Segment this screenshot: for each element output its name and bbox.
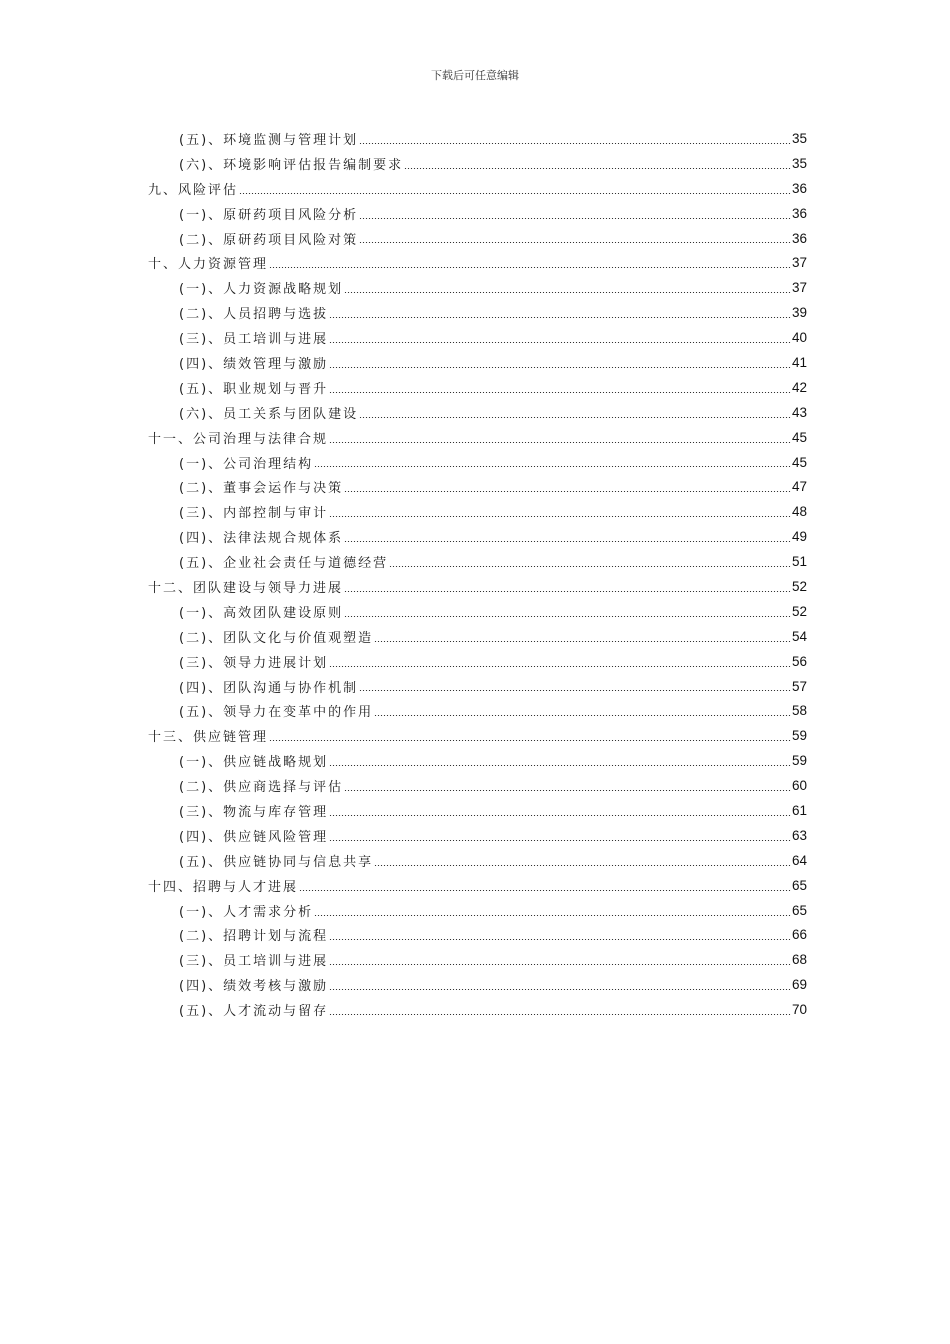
toc-entry-page-number: 51 bbox=[791, 554, 807, 570]
toc-entry-title: 十四、招聘与人才进展 bbox=[148, 876, 298, 895]
toc-entry-page-number: 69 bbox=[791, 977, 807, 993]
toc-entry-title: 十、人力资源管理 bbox=[148, 253, 268, 272]
toc-section-entry[interactable] bbox=[148, 773, 807, 798]
dot-leader bbox=[239, 193, 791, 194]
page-header: 下载后可任意编辑 bbox=[431, 69, 519, 82]
toc-section-entry[interactable] bbox=[148, 350, 807, 375]
toc-entry-title: (五)、供应链协同与信息共享 bbox=[179, 851, 373, 870]
toc-entry-title: (一)、人力资源战略规划 bbox=[179, 278, 343, 297]
toc-entry-page-number: 36 bbox=[791, 205, 807, 221]
toc-entry-page-number: 36 bbox=[791, 180, 807, 196]
toc-entry-page-number: 42 bbox=[791, 379, 807, 395]
toc-entry-page-number: 40 bbox=[791, 330, 807, 346]
toc-section-entry[interactable] bbox=[148, 997, 807, 1022]
dot-leader bbox=[329, 442, 791, 443]
toc-entry-page-number: 36 bbox=[791, 230, 807, 246]
toc-section-entry[interactable] bbox=[148, 325, 807, 350]
toc-entry-title: 十一、公司治理与法律合规 bbox=[148, 428, 328, 447]
toc-entry-title: (五)、人才流动与留存 bbox=[179, 1000, 328, 1019]
dot-leader bbox=[329, 666, 791, 667]
toc-entry-title: 九、风险评估 bbox=[148, 179, 238, 198]
dot-leader bbox=[314, 466, 791, 467]
dot-leader bbox=[329, 317, 791, 318]
toc-chapter-entry[interactable] bbox=[148, 425, 807, 450]
dot-leader bbox=[329, 765, 791, 766]
toc-section-entry[interactable] bbox=[148, 649, 807, 674]
toc-chapter-entry[interactable] bbox=[148, 574, 807, 599]
toc-section-entry[interactable] bbox=[148, 524, 807, 549]
toc-section-entry[interactable] bbox=[148, 624, 807, 649]
toc-chapter-entry[interactable] bbox=[148, 873, 807, 898]
toc-section-entry[interactable] bbox=[148, 923, 807, 948]
dot-leader bbox=[404, 168, 791, 169]
toc-section-entry[interactable] bbox=[148, 300, 807, 325]
toc-entry-title: (四)、团队沟通与协作机制 bbox=[179, 677, 358, 696]
toc-entry-title: (四)、法律法规合规体系 bbox=[179, 527, 343, 546]
toc-entry-title: (五)、环境监测与管理计划 bbox=[179, 129, 358, 148]
dot-leader bbox=[329, 516, 791, 517]
toc-entry-title: (三)、内部控制与审计 bbox=[179, 502, 328, 521]
toc-section-entry[interactable] bbox=[148, 599, 807, 624]
toc-entry-title: (一)、原研药项目风险分析 bbox=[179, 204, 358, 223]
dot-leader bbox=[269, 267, 791, 268]
toc-entry-page-number: 64 bbox=[791, 852, 807, 868]
toc-entry-title: (三)、员工培训与进展 bbox=[179, 328, 328, 347]
dot-leader bbox=[359, 417, 791, 418]
toc-entry-page-number: 56 bbox=[791, 653, 807, 669]
toc-entry-page-number: 65 bbox=[791, 902, 807, 918]
dot-leader bbox=[329, 815, 791, 816]
toc-section-entry[interactable] bbox=[148, 226, 807, 251]
toc-entry-title: (一)、高效团队建设原则 bbox=[179, 602, 343, 621]
dot-leader bbox=[329, 342, 791, 343]
toc-section-entry[interactable] bbox=[148, 748, 807, 773]
toc-entry-page-number: 45 bbox=[791, 429, 807, 445]
toc-entry-page-number: 45 bbox=[791, 454, 807, 470]
toc-section-entry[interactable] bbox=[148, 972, 807, 997]
toc-chapter-entry[interactable] bbox=[148, 176, 807, 201]
dot-leader bbox=[344, 616, 791, 617]
toc-section-entry[interactable] bbox=[148, 375, 807, 400]
toc-section-entry[interactable] bbox=[148, 898, 807, 923]
toc-entry-page-number: 47 bbox=[791, 479, 807, 495]
toc-entry-title: (五)、企业社会责任与道德经营 bbox=[179, 552, 388, 571]
toc-section-entry[interactable] bbox=[148, 698, 807, 723]
toc-entry-title: (四)、供应链风险管理 bbox=[179, 826, 328, 845]
dot-leader bbox=[344, 541, 791, 542]
toc-entry-title: (六)、环境影响评估报告编制要求 bbox=[179, 154, 403, 173]
toc-entry-title: 十三、供应链管理 bbox=[148, 726, 268, 745]
toc-entry-page-number: 70 bbox=[791, 1002, 807, 1018]
toc-entry-title: (一)、人才需求分析 bbox=[179, 901, 313, 920]
toc-section-entry[interactable] bbox=[148, 674, 807, 699]
toc-entry-page-number: 39 bbox=[791, 305, 807, 321]
toc-entry-page-number: 52 bbox=[791, 578, 807, 594]
toc-entry-title: (三)、领导力进展计划 bbox=[179, 652, 328, 671]
toc-entry-page-number: 61 bbox=[791, 802, 807, 818]
dot-leader bbox=[359, 143, 791, 144]
dot-leader bbox=[344, 292, 791, 293]
toc-section-entry[interactable] bbox=[148, 823, 807, 848]
toc-entry-page-number: 37 bbox=[791, 280, 807, 296]
dot-leader bbox=[299, 890, 791, 891]
toc-entry-page-number: 52 bbox=[791, 603, 807, 619]
toc-section-entry[interactable] bbox=[148, 400, 807, 425]
dot-leader bbox=[329, 989, 791, 990]
toc-entry-page-number: 35 bbox=[791, 155, 807, 171]
toc-entry-page-number: 43 bbox=[791, 404, 807, 420]
toc-chapter-entry[interactable] bbox=[148, 723, 807, 748]
toc-entry-title: 十二、团队建设与领导力进展 bbox=[148, 577, 343, 596]
dot-leader bbox=[374, 641, 791, 642]
toc-entry-title: (三)、物流与库存管理 bbox=[179, 801, 328, 820]
toc-section-entry[interactable] bbox=[148, 151, 807, 176]
dot-leader bbox=[374, 715, 791, 716]
toc-entry-title: (二)、董事会运作与决策 bbox=[179, 477, 343, 496]
toc-entry-page-number: 60 bbox=[791, 778, 807, 794]
dot-leader bbox=[344, 790, 791, 791]
toc-entry-page-number: 57 bbox=[791, 678, 807, 694]
toc-entry-page-number: 68 bbox=[791, 952, 807, 968]
dot-leader bbox=[329, 392, 791, 393]
toc-section-entry[interactable] bbox=[148, 798, 807, 823]
dot-leader bbox=[329, 1014, 791, 1015]
toc-entry-title: (二)、供应商选择与评估 bbox=[179, 776, 343, 795]
toc-entry-title: (二)、团队文化与价值观塑造 bbox=[179, 627, 373, 646]
toc-section-entry[interactable] bbox=[148, 126, 807, 151]
toc-entry-page-number: 54 bbox=[791, 628, 807, 644]
dot-leader bbox=[389, 566, 791, 567]
toc-entry-page-number: 35 bbox=[791, 130, 807, 146]
toc-section-entry[interactable] bbox=[148, 275, 807, 300]
toc-entry-page-number: 49 bbox=[791, 529, 807, 545]
toc-entry-page-number: 37 bbox=[791, 255, 807, 271]
toc-entry-title: (四)、绩效管理与激励 bbox=[179, 353, 328, 372]
dot-leader bbox=[344, 491, 791, 492]
dot-leader bbox=[359, 242, 791, 243]
toc-entry-page-number: 59 bbox=[791, 728, 807, 744]
toc-chapter-entry[interactable] bbox=[148, 250, 807, 275]
toc-entry-page-number: 65 bbox=[791, 877, 807, 893]
toc-entry-page-number: 48 bbox=[791, 504, 807, 520]
toc-entry-title: (一)、公司治理结构 bbox=[179, 453, 313, 472]
toc-section-entry[interactable] bbox=[148, 549, 807, 574]
toc-section-entry[interactable] bbox=[148, 450, 807, 475]
toc-section-entry[interactable] bbox=[148, 474, 807, 499]
toc-entry-page-number: 66 bbox=[791, 927, 807, 943]
toc-entry-title: (四)、绩效考核与激励 bbox=[179, 975, 328, 994]
toc-entry-title: (三)、员工培训与进展 bbox=[179, 950, 328, 969]
dot-leader bbox=[374, 865, 791, 866]
toc-entry-page-number: 63 bbox=[791, 827, 807, 843]
dot-leader bbox=[329, 367, 791, 368]
toc-section-entry[interactable] bbox=[148, 499, 807, 524]
toc-section-entry[interactable] bbox=[148, 201, 807, 226]
toc-entry-title: (二)、招聘计划与流程 bbox=[179, 925, 328, 944]
dot-leader bbox=[314, 915, 791, 916]
toc-entry-page-number: 41 bbox=[791, 354, 807, 370]
dot-leader bbox=[329, 840, 791, 841]
dot-leader bbox=[329, 939, 791, 940]
dot-leader bbox=[269, 740, 791, 741]
toc-section-entry[interactable] bbox=[148, 947, 807, 972]
toc-entry-title: (二)、人员招聘与选拔 bbox=[179, 303, 328, 322]
toc-section-entry[interactable] bbox=[148, 848, 807, 873]
dot-leader bbox=[344, 591, 791, 592]
dot-leader bbox=[359, 218, 791, 219]
toc-entry-title: (五)、职业规划与晋升 bbox=[179, 378, 328, 397]
toc-entry-page-number: 58 bbox=[791, 703, 807, 719]
toc-entry-title: (二)、原研药项目风险对策 bbox=[179, 229, 358, 248]
table-of-contents bbox=[148, 126, 807, 1022]
dot-leader bbox=[359, 690, 791, 691]
dot-leader bbox=[329, 964, 791, 965]
toc-entry-title: (一)、供应链战略规划 bbox=[179, 751, 328, 770]
toc-entry-title: (六)、员工关系与团队建设 bbox=[179, 403, 358, 422]
toc-entry-page-number: 59 bbox=[791, 753, 807, 769]
toc-entry-title: (五)、领导力在变革中的作用 bbox=[179, 701, 373, 720]
